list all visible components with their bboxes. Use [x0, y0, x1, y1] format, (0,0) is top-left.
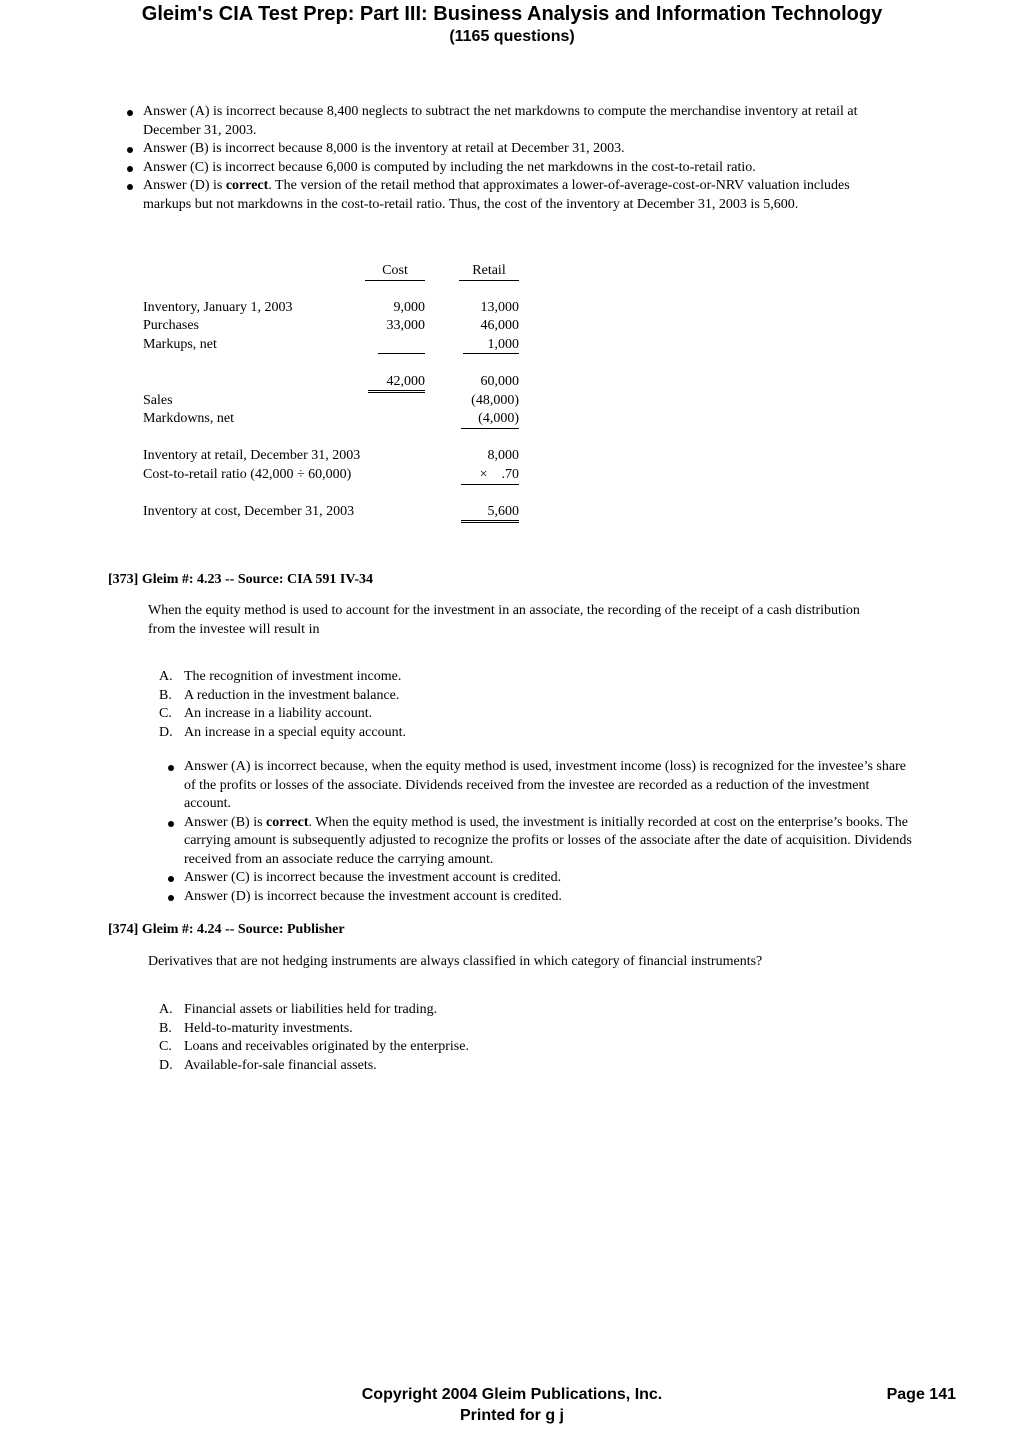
answer-choice[interactable]: A. The recognition of investment income.: [159, 669, 402, 684]
answer-choice[interactable]: D. Available-for-sale financial assets.: [159, 1057, 377, 1073]
question-373-stem: When the equity method is used to account for the investment in an associate, the recording of the receipt of a cash distribution from the investee will result in: [148, 603, 860, 637]
explanation-item: Answer (D) is incorrect because the investment account is credited.: [166, 888, 918, 907]
explanation-item: Answer (B) is correct. When the equity method is used, the investment is initially recorded at cost on the enterprise’s books. The carrying amount is subsequently adjusted to recognize the profits or losses of the associate after the date of acquisition. Dividends received from an associate reduce the carrying amount.: [166, 814, 918, 870]
footer-copyright: Copyright 2004 Gleim Publications, Inc.: [361, 1386, 663, 1403]
page-header-subtitle: (1165 questions): [449, 28, 575, 45]
answer-choice[interactable]: C. Loans and receivables originated by the enterprise.: [159, 1039, 469, 1054]
answer-choice[interactable]: D. An increase in a special equity account.: [159, 724, 406, 740]
answer-choice[interactable]: C. An increase in a liability account.: [159, 706, 373, 721]
answer-choice[interactable]: B. Held-to-maturity investments.: [159, 1020, 353, 1036]
explanation-item: Answer (A) is incorrect because, when the equity method is used, investment income (loss) is recognized for the investee’s share of the profits or losses of the associate. Dividends received from the investee are recorded as a reduction of the investment account.: [166, 758, 918, 814]
question-374-header: [374] Gleim #: 4.24 -- Source: Publisher: [108, 922, 345, 937]
answer-choice[interactable]: B. A reduction in the investment balance.: [159, 687, 400, 703]
explanation-item: Answer (D) is correct. The version of the retail method that approximates a lower-of-average-cost-or-NRV valuation includes markups but not markdowns in the cost-to-retail ratio. Thus, the cost of the inventory at December 31, 2003 is 5,600.: [125, 177, 893, 214]
explanation-item: Answer (C) is incorrect because the investment account is credited.: [166, 869, 918, 888]
prev-explanations: [125, 103, 893, 214]
question-374-choices: [148, 1001, 469, 1075]
question-374-stem: Derivatives that are not hedging instruments are always classified in which category of financial instruments?: [148, 954, 763, 969]
question-373-choices: [148, 668, 406, 742]
question-373-header: [373] Gleim #: 4.23 -- Source: CIA 591 IV-34: [108, 572, 374, 587]
explanation-item: Answer (B) is incorrect because 8,000 is the inventory at retail at December 31, 2003.: [125, 140, 893, 159]
page-header-title: Gleim's CIA Test Prep: Part III: Business Analysis and Information Technology: [141, 3, 883, 25]
explanation-item: Answer (A) is incorrect because 8,400 neglects to subtract the net markdowns to compute the merchandise inventory at retail at December 31, 2003.: [125, 103, 893, 140]
answer-choice[interactable]: A. Financial assets or liabilities held for trading.: [159, 1002, 438, 1017]
col-header-retail: Retail: [472, 263, 506, 278]
question-373-explanations: [166, 758, 918, 906]
page-number: Page 141: [886, 1386, 956, 1403]
footer-printed-for: Printed for g j: [460, 1407, 564, 1424]
explanation-item: Answer (C) is incorrect because 6,000 is computed by including the net markdowns in the cost-to-retail ratio.: [125, 159, 893, 178]
col-header-cost: Cost: [382, 263, 408, 278]
